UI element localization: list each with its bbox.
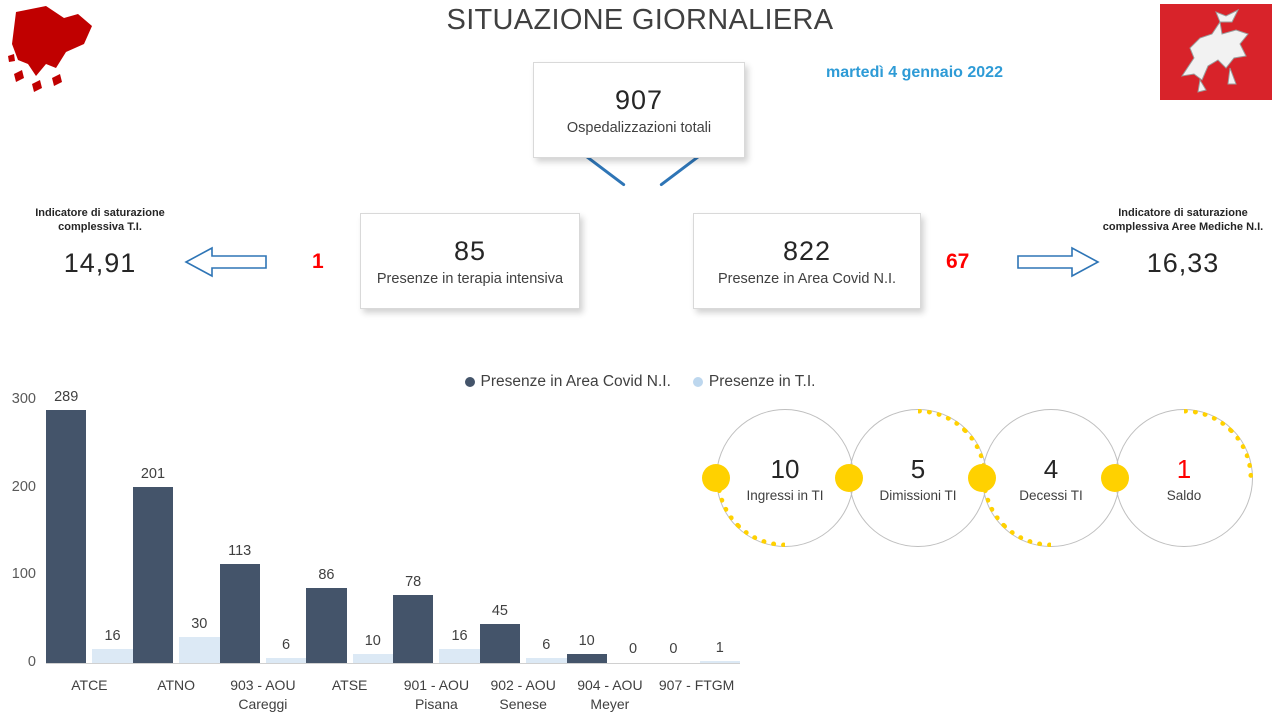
kpi-total-hospitalizations bbox=[533, 62, 745, 158]
bar bbox=[526, 636, 566, 663]
arrow-right-icon bbox=[1016, 240, 1102, 289]
kpi-total-value: 907 bbox=[614, 84, 664, 115]
x-tick-label: 902 - AOU Senese bbox=[490, 677, 556, 712]
saturation-right-delta: 67 bbox=[946, 250, 970, 273]
x-tick-label: ATSE bbox=[331, 677, 368, 693]
flow-knob-icon bbox=[1239, 464, 1267, 492]
bar-value-label: 6 bbox=[542, 636, 551, 653]
bar-value-label: 6 bbox=[282, 636, 291, 653]
bar bbox=[133, 465, 173, 663]
bar bbox=[653, 641, 693, 663]
bar-value-label: 10 bbox=[578, 633, 595, 650]
legend-dot-icon bbox=[465, 377, 475, 387]
bar-value-label: 86 bbox=[318, 566, 335, 583]
bar-group bbox=[46, 388, 133, 663]
y-tick-label: 100 bbox=[11, 566, 36, 583]
flow-knob-icon bbox=[968, 464, 996, 492]
bar bbox=[700, 640, 740, 663]
saturation-left-delta: 1 bbox=[312, 250, 324, 273]
bar bbox=[353, 633, 393, 663]
saturation-left-value: 14,91 bbox=[63, 248, 137, 278]
bar-value-label: 30 bbox=[191, 615, 208, 632]
bar-chart bbox=[0, 388, 740, 722]
chart-legend bbox=[0, 373, 1280, 391]
flow-item bbox=[716, 409, 854, 547]
bar bbox=[480, 602, 520, 663]
x-tick-label: 904 - AOU Meyer bbox=[577, 677, 643, 712]
kpi-covid-label: Presenze in Area Covid N.I. bbox=[717, 270, 897, 287]
y-tick-label: 0 bbox=[27, 654, 36, 670]
flow-label: Decessi TI bbox=[1019, 487, 1083, 503]
bar-value-label: 201 bbox=[140, 465, 166, 482]
flow-knob-icon bbox=[835, 464, 863, 492]
bar-group bbox=[567, 400, 654, 663]
y-tick-label: 300 bbox=[11, 391, 36, 407]
legend-dot-icon bbox=[693, 377, 703, 387]
bar-value-label: 289 bbox=[54, 388, 79, 405]
bar bbox=[567, 633, 607, 663]
flow-item bbox=[1115, 409, 1253, 547]
bar-group bbox=[220, 400, 307, 663]
flow-label: Ingressi in TI bbox=[746, 487, 824, 503]
date-label: martedì 4 gennaio 2022 bbox=[826, 64, 1003, 81]
kpi-total-label: Ospedalizzazioni totali bbox=[566, 119, 712, 136]
bar bbox=[179, 615, 219, 663]
kpi-covid-area bbox=[693, 213, 921, 309]
bar-value-label: 0 bbox=[669, 641, 678, 657]
flow-value: 4 bbox=[1043, 453, 1059, 484]
legend-label-1: Presenze in T.I. bbox=[708, 373, 816, 390]
kpi-intensive-care bbox=[360, 213, 580, 309]
kpi-intensive-value: 85 bbox=[453, 235, 487, 266]
y-tick-label: 200 bbox=[11, 478, 36, 495]
saturation-right-value: 16,33 bbox=[1146, 248, 1220, 278]
flow-label: Dimissioni TI bbox=[879, 487, 957, 503]
bar bbox=[613, 641, 653, 663]
bar-group bbox=[306, 400, 393, 663]
chart-plot-area bbox=[46, 388, 740, 663]
flow-item bbox=[849, 409, 987, 547]
bar-value-label: 45 bbox=[491, 602, 509, 619]
x-tick-label: 907 - FTGM bbox=[658, 677, 735, 693]
flow-value: 1 bbox=[1176, 453, 1192, 484]
chart-axis-line bbox=[46, 663, 740, 664]
legend-item-1 bbox=[693, 373, 816, 391]
saturation-left-caption: Indicatore di saturazione complessiva T.I. bbox=[35, 207, 165, 233]
bar bbox=[92, 627, 132, 663]
bar-group bbox=[133, 400, 220, 663]
bar-value-label: 78 bbox=[405, 573, 422, 590]
x-tick-label: 903 - AOU Careggi bbox=[230, 677, 296, 712]
x-tick-label: ATCE bbox=[71, 677, 108, 693]
flow-knob-icon bbox=[1101, 464, 1129, 492]
flow-value: 10 bbox=[770, 453, 800, 484]
flow-label: Saldo bbox=[1166, 487, 1202, 503]
bar bbox=[306, 566, 346, 663]
saturation-right-caption: Indicatore di saturazione complessiva Aree Mediche N.I. bbox=[1102, 207, 1264, 233]
arrow-left-icon bbox=[182, 240, 268, 289]
bar-value-label: 1 bbox=[715, 640, 724, 656]
x-tick-label: 901 - AOU Pisana bbox=[403, 677, 470, 712]
x-tick-label: ATNO bbox=[157, 677, 196, 693]
bar-value-label: 0 bbox=[629, 641, 638, 657]
legend-label-0: Presenze in Area Covid N.I. bbox=[480, 373, 671, 390]
ti-flow-diagram bbox=[716, 404, 1272, 554]
kpi-intensive-label: Presenze in terapia intensiva bbox=[376, 270, 564, 287]
bar-group bbox=[480, 400, 567, 663]
bar bbox=[393, 573, 433, 663]
bar-value-label: 10 bbox=[364, 633, 381, 650]
legend-item-0 bbox=[465, 373, 671, 391]
flow-value: 5 bbox=[910, 453, 926, 484]
bar bbox=[220, 542, 260, 663]
bar-group bbox=[393, 400, 480, 663]
flow-knob-icon bbox=[702, 464, 730, 492]
bar-value-label: 16 bbox=[104, 627, 121, 644]
kpi-covid-value: 822 bbox=[782, 235, 832, 266]
page-title: SITUAZIONE GIORNALIERA bbox=[446, 4, 834, 36]
flow-item bbox=[982, 409, 1120, 547]
bar-value-label: 113 bbox=[228, 542, 252, 559]
bar bbox=[439, 627, 479, 663]
bar bbox=[266, 636, 306, 663]
bar bbox=[46, 388, 86, 663]
bar-value-label: 16 bbox=[451, 627, 468, 644]
